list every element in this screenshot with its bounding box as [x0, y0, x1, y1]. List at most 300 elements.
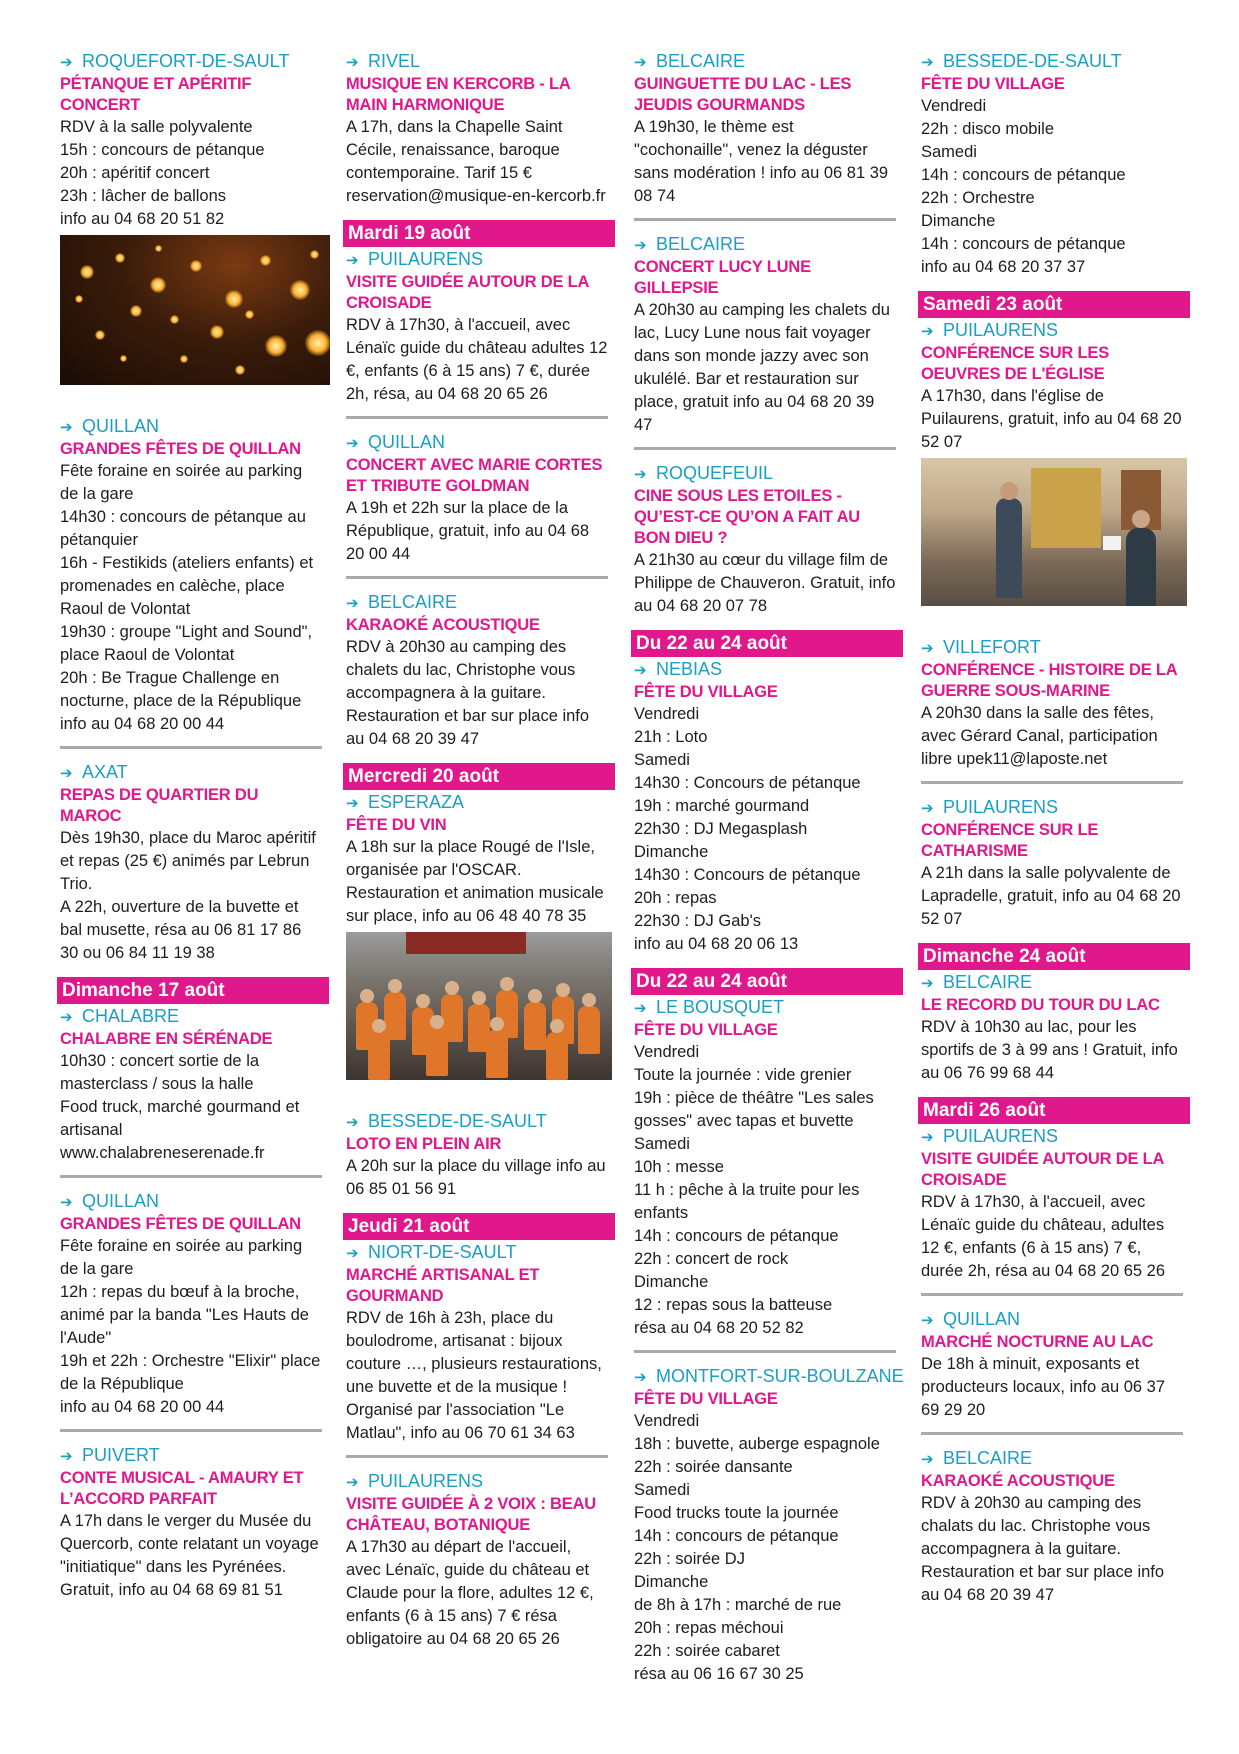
lanterns-photo — [60, 235, 330, 385]
event-detail-line: A 20h30 dans la salle des fêtes, avec Gérard Canal, participation libre upek11@laposte.net — [921, 704, 1158, 768]
lantern-light — [130, 305, 142, 317]
lantern-light — [310, 250, 319, 259]
event-detail-line: RDV à 17h30, à l'accueil, avec Lénaïc guide du château adultes 12 €, enfants (6 à 15 ans) 7 €, durée 2h, résa, au 04 68 20 65 26 — [346, 316, 608, 403]
event-detail-line: 14h30 : Concours de pétanque — [634, 774, 861, 792]
band-member — [368, 1032, 390, 1080]
event-detail-line: 15h : concours de pétanque — [60, 141, 265, 159]
event-town-name: PUILAURENS — [943, 797, 1059, 817]
band-member — [578, 1006, 600, 1054]
event-listing — [921, 1308, 1183, 1422]
event-detail-line: Dimanche — [634, 1273, 709, 1291]
spacer — [921, 931, 1183, 937]
event-details — [921, 702, 1183, 771]
event-town — [346, 591, 608, 615]
event-listing — [60, 1005, 322, 1165]
event-detail-line: 22h : soirée dansante — [634, 1458, 793, 1476]
arrow-icon: ➔ — [634, 466, 647, 483]
event-town-name: RIVEL — [368, 51, 421, 71]
event-title: FÊTE DU VILLAGE — [634, 1021, 778, 1039]
arrow-icon: ➔ — [346, 1245, 359, 1262]
event-detail-line: 11 h : pêche à la truite pour les enfants — [634, 1181, 860, 1222]
event-town — [634, 996, 896, 1020]
date-heading: Dimanche 17 août — [57, 977, 329, 1004]
event-detail-line: 20h : repas — [634, 889, 717, 907]
date-heading: Samedi 23 août — [918, 291, 1190, 318]
band-member-head — [472, 991, 486, 1005]
event-detail-line: 21h : Loto — [634, 728, 708, 746]
arrow-icon: ➔ — [346, 1114, 359, 1131]
event-town — [634, 1365, 904, 1389]
event-title: LOTO EN PLEIN AIR — [346, 1135, 502, 1153]
event-listing — [921, 1447, 1183, 1607]
event-detail-line: A 17h dans le verger du Musée du Quercorb, conte relatant un voyage "initiatique" dans les Pyrénées. — [60, 1512, 319, 1576]
event-town-name: PUILAURENS — [368, 249, 484, 269]
column-2 — [346, 50, 608, 1651]
event-title: GUINGUETTE DU LAC - LES JEUDIS GOURMANDS — [634, 75, 852, 114]
spacer — [634, 618, 896, 624]
arrow-icon: ➔ — [634, 662, 647, 679]
event-town — [921, 1308, 1183, 1332]
event-detail-line: 20h : repas méchoui — [634, 1619, 784, 1637]
event-title: VISITE GUIDÉE AUTOUR DE LA CROISADE — [921, 1150, 1164, 1189]
event-detail-line: A 21h30 au cœur du village film de Philippe de Chauveron. Gratuit, info au 04 68 20 07 78 — [634, 551, 896, 615]
band-member-head — [445, 981, 459, 995]
spacer — [346, 1086, 608, 1110]
lantern-light — [190, 260, 202, 272]
event-town — [921, 971, 1183, 995]
event-detail-line: 20h : apéritif concert — [60, 164, 210, 182]
paper — [1103, 536, 1121, 550]
event-title: CONCERT AVEC MARIE CORTES ET TRIBUTE GOLDMAN — [346, 456, 603, 495]
band-member-head — [528, 989, 542, 1003]
event-title: CHALABRE EN SÉRÉNADE — [60, 1030, 273, 1048]
column-1 — [60, 50, 322, 1602]
arrow-icon: ➔ — [60, 54, 73, 71]
listener-head — [1132, 510, 1150, 528]
event-detail-line: A 20h sur la place du village info au 06 85 01 56 91 — [346, 1157, 606, 1198]
event-detail-line: info au 04 68 20 00 44 — [60, 715, 225, 733]
lantern-light — [180, 355, 188, 363]
event-details — [60, 827, 322, 965]
arrow-icon: ➔ — [60, 1009, 73, 1026]
arrow-icon: ➔ — [346, 1474, 359, 1491]
event-listing — [60, 1444, 322, 1602]
event-town — [634, 658, 896, 682]
separator-line — [60, 746, 322, 749]
lantern-light — [265, 335, 287, 357]
event-details — [634, 1410, 896, 1686]
event-title: MARCHÉ ARTISANAL ET GOURMAND — [346, 1266, 540, 1305]
band-member — [524, 1002, 546, 1050]
event-listing — [60, 50, 322, 231]
event-title: MARCHÉ NOCTURNE AU LAC — [921, 1333, 1154, 1351]
event-town — [921, 796, 1183, 820]
event-detail-line: 14h : concours de pétanque — [921, 166, 1126, 184]
event-detail-line: Vendredi — [921, 97, 987, 115]
marching-band-photo — [346, 932, 612, 1080]
event-detail-line: de 8h à 17h : marché de rue — [634, 1596, 842, 1614]
event-title: KARAOKÉ ACOUSTIQUE — [346, 616, 540, 634]
event-listing — [634, 233, 896, 437]
separator-line — [921, 1293, 1183, 1296]
date-heading: Mardi 26 août — [918, 1097, 1190, 1124]
event-details — [346, 1307, 608, 1445]
event-town — [921, 319, 1183, 343]
lantern-light — [210, 325, 224, 339]
event-detail-line: 23h : lâcher de ballons — [60, 187, 227, 205]
arrow-icon: ➔ — [60, 1448, 73, 1465]
event-town-name: BELCAIRE — [368, 592, 458, 612]
spacer — [921, 612, 1183, 636]
band-member-head — [388, 979, 402, 993]
cafe-awning — [406, 932, 526, 954]
spacer — [60, 391, 322, 415]
event-title: VISITE GUIDÉE AUTOUR DE LA CROISADE — [346, 273, 589, 312]
event-details — [921, 862, 1183, 931]
event-details — [921, 385, 1183, 454]
event-title: FÊTE DU VILLAGE — [634, 1390, 778, 1408]
event-details — [346, 314, 608, 406]
spacer — [346, 208, 608, 214]
arrow-icon: ➔ — [921, 1451, 934, 1468]
arrow-icon: ➔ — [60, 1194, 73, 1211]
event-detail-line: 20h : Be Trague Challenge en nocturne, place de la République — [60, 669, 302, 710]
lantern-light — [235, 365, 245, 375]
event-details — [346, 636, 608, 751]
event-town-name: QUILLAN — [943, 1309, 1021, 1329]
event-details — [346, 836, 608, 928]
event-town — [346, 791, 608, 815]
event-listing — [921, 50, 1183, 279]
arrow-icon: ➔ — [60, 419, 73, 436]
band-member-head — [500, 977, 514, 991]
lantern-light — [170, 315, 179, 324]
event-detail-line: 18h : buvette, auberge espagnole — [634, 1435, 880, 1453]
event-town — [921, 1125, 1183, 1149]
event-detail-line: 19h : pièce de théâtre "Les sales gosses" avec tapas et buvette — [634, 1089, 874, 1130]
band-member — [384, 992, 406, 1040]
event-town-name: VILLEFORT — [943, 637, 1041, 657]
event-detail-line: A 19h30, le thème est "cochonaille", venez la déguster sans modération ! info au 06 81 39 08 74 — [634, 118, 889, 205]
lantern-light — [150, 277, 166, 293]
lantern-light — [290, 280, 310, 300]
column-4 — [921, 50, 1183, 1607]
date-heading: Du 22 au 24 août — [631, 630, 903, 657]
event-listing — [921, 1125, 1183, 1283]
event-details — [921, 95, 1183, 279]
arrow-icon: ➔ — [634, 1000, 647, 1017]
event-detail-line: A 17h30, dans l'église de Puilaurens, gratuit, info au 04 68 20 52 07 — [921, 387, 1182, 451]
event-detail-line: Samedi — [634, 1481, 690, 1499]
event-listing — [60, 1190, 322, 1419]
event-title: LE RECORD DU TOUR DU LAC — [921, 996, 1160, 1014]
event-details — [634, 549, 896, 618]
event-town — [346, 1470, 608, 1494]
event-town-name: BELCAIRE — [943, 1448, 1033, 1468]
band-member-head — [372, 1019, 386, 1033]
speaker-head — [1000, 482, 1018, 500]
event-town — [60, 761, 322, 785]
event-listing — [634, 996, 896, 1340]
separator-line — [921, 781, 1183, 784]
event-detail-line: Vendredi — [634, 705, 700, 723]
arrow-icon: ➔ — [921, 1312, 934, 1329]
event-details — [634, 299, 896, 437]
arrow-icon: ➔ — [346, 435, 359, 452]
separator-line — [60, 1175, 322, 1178]
event-town — [346, 50, 608, 74]
event-town-name: PUILAURENS — [943, 320, 1059, 340]
event-detail-line: résa au 04 68 20 52 82 — [634, 1319, 804, 1337]
event-listing — [60, 761, 322, 965]
event-detail-line: 22h : disco mobile — [921, 120, 1054, 138]
separator-line — [346, 416, 608, 419]
event-town-name: BELCAIRE — [656, 51, 746, 71]
event-details — [634, 703, 896, 956]
event-details — [346, 497, 608, 566]
event-details — [346, 116, 608, 208]
event-town-name: ESPERAZA — [368, 792, 465, 812]
event-detail-line: Samedi — [634, 1135, 690, 1153]
date-heading: Jeudi 21 août — [343, 1213, 615, 1240]
event-detail-line: Samedi — [634, 751, 690, 769]
event-town-name: AXAT — [82, 762, 128, 782]
event-town-name: NEBIAS — [656, 659, 723, 679]
event-listing — [634, 1365, 904, 1686]
event-detail-line: 14h : concours de pétanque — [634, 1527, 839, 1545]
event-detail-line: Fête foraine en soirée au parking de la gare — [60, 462, 303, 503]
event-town — [921, 50, 1183, 74]
separator-line — [346, 576, 608, 579]
event-town — [60, 415, 322, 439]
lantern-light — [245, 310, 254, 319]
event-town-name: BELCAIRE — [656, 234, 746, 254]
band-member — [486, 1030, 508, 1078]
separator-line — [634, 1350, 896, 1353]
arrow-icon: ➔ — [346, 795, 359, 812]
event-detail-line: info au 04 68 20 00 44 — [60, 1398, 225, 1416]
spacer — [346, 1201, 608, 1207]
event-title: FÊTE DU VILLAGE — [921, 75, 1065, 93]
spacer — [921, 1085, 1183, 1091]
event-details — [60, 116, 322, 231]
event-detail-line: Dimanche — [634, 843, 709, 861]
event-detail-line: 22h30 : DJ Megasplash — [634, 820, 808, 838]
event-detail-line: RDV à 20h30 au camping des chalats du lac. Christophe vous accompagnera à la guitare. Restauration et bar sur place info au 04 68 20 39 47 — [921, 1494, 1165, 1604]
event-detail-line: A 17h30 au départ de l'accueil, avec Lénaïc, guide du château et Claude pour la flore, adultes 12 €, enfants (6 à 15 ans) 7 € résa obligatoire au 04 68 20 65 26 — [346, 1538, 594, 1648]
event-detail-line: 14h : concours de pétanque — [634, 1227, 839, 1245]
event-listing — [921, 796, 1183, 931]
event-detail-line: Vendredi — [634, 1412, 700, 1430]
event-details — [346, 1536, 608, 1651]
event-listing — [921, 319, 1183, 454]
event-town-name: BESSEDE-DE-SAULT — [943, 51, 1122, 71]
event-title: KARAOKÉ ACOUSTIQUE — [921, 1472, 1115, 1490]
event-detail-line: Fête foraine en soirée au parking de la gare — [60, 1237, 303, 1278]
event-details — [634, 1041, 896, 1340]
event-listing — [921, 971, 1183, 1085]
lantern-light — [225, 290, 243, 308]
event-detail-line: Dimanche — [634, 1573, 709, 1591]
date-heading: Mercredi 20 août — [343, 763, 615, 790]
event-town — [60, 1005, 322, 1029]
separator-line — [634, 218, 896, 221]
event-title: CONTE MUSICAL - AMAURY ET L’ACCORD PARFAIT — [60, 1469, 304, 1508]
event-details — [60, 460, 322, 736]
event-town-name: ROQUEFORT-DE-SAULT — [82, 51, 290, 71]
event-detail-line: 22h : Orchestre — [921, 189, 1035, 207]
arrow-icon: ➔ — [921, 975, 934, 992]
event-town — [634, 462, 896, 486]
event-listing — [634, 658, 896, 956]
listener — [1126, 528, 1156, 606]
arrow-icon: ➔ — [60, 765, 73, 782]
event-town-name: BELCAIRE — [943, 972, 1033, 992]
lantern-light — [95, 330, 105, 340]
arrow-icon: ➔ — [921, 640, 934, 657]
event-town — [346, 248, 608, 272]
event-listing — [921, 636, 1183, 771]
event-detail-line: RDV de 16h à 23h, place du boulodrome, artisanat : bijoux couture …, plusieurs restaurations, une buvette et de la musique ! Organisé par l'association "Le Matlau", info au 06 70 61 34 63 — [346, 1309, 602, 1442]
event-detail-line: Dimanche — [921, 212, 996, 230]
event-listing — [634, 462, 896, 618]
event-detail-line: RDV à 17h30, à l'accueil, avec Lénaïc guide du château, adultes 12 €, enfants (6 à 15 ans) 7 €, durée 2h, résa au 04 68 20 65 26 — [921, 1193, 1166, 1280]
event-details — [60, 1235, 322, 1419]
event-listing — [346, 248, 608, 406]
event-town-name: PUILAURENS — [368, 1471, 484, 1491]
event-detail-line: 19h et 22h : Orchestre "Elixir" place de la République — [60, 1352, 321, 1393]
event-details — [634, 116, 896, 208]
event-town-name: QUILLAN — [368, 432, 446, 452]
event-detail-line: info au 04 68 20 06 13 — [634, 935, 799, 953]
event-town-name: CHALABRE — [82, 1006, 180, 1026]
lantern-light — [260, 255, 271, 266]
spacer — [60, 965, 322, 971]
spacer — [634, 956, 896, 962]
event-town-name: PUILAURENS — [943, 1126, 1059, 1146]
band-member-head — [416, 994, 430, 1008]
event-detail-line: Samedi — [921, 143, 977, 161]
event-detail-line: Food trucks toute la journée — [634, 1504, 839, 1522]
event-details — [60, 1050, 322, 1165]
event-listing — [346, 791, 608, 928]
event-detail-line: 19h30 : groupe "Light and Sound", place Raoul de Volontat — [60, 623, 313, 664]
event-detail-line: www.chalabreneserenade.fr — [60, 1144, 265, 1162]
lantern-light — [305, 330, 330, 356]
arrow-icon: ➔ — [921, 800, 934, 817]
band-member-head — [360, 989, 374, 1003]
event-detail-line: Toute la journée : vide grenier — [634, 1066, 852, 1084]
event-listing — [346, 1241, 608, 1445]
date-heading: Mardi 19 août — [343, 220, 615, 247]
band-member-head — [556, 983, 570, 997]
separator-line — [60, 1429, 322, 1432]
event-town-name: ROQUEFEUIL — [656, 463, 774, 483]
event-detail-line: 22h : concert de rock — [634, 1250, 789, 1268]
event-detail-line: A 21h dans la salle polyvalente de Lapradelle, gratuit, info au 04 68 20 52 07 — [921, 864, 1181, 928]
event-details — [346, 1155, 608, 1201]
event-detail-line: Food truck, marché gourmand et artisanal — [60, 1098, 300, 1139]
arrow-icon: ➔ — [346, 54, 359, 71]
event-title: CONFÉRENCE - HISTOIRE DE LA GUERRE SOUS-MARINE — [921, 661, 1177, 700]
arrow-icon: ➔ — [634, 54, 647, 71]
event-detail-line: 10h30 : concert sortie de la masterclass / sous la halle — [60, 1052, 260, 1093]
event-title: CONFÉRENCE SUR LES OEUVRES DE L'ÉGLISE — [921, 344, 1110, 383]
event-detail-line: 12 : repas sous la batteuse — [634, 1296, 833, 1314]
event-listing — [634, 50, 896, 208]
event-town — [634, 50, 896, 74]
arrow-icon: ➔ — [634, 237, 647, 254]
event-detail-line: RDV à 10h30 au lac, pour les sportifs de 3 à 99 ans ! Gratuit, info au 06 76 99 68 44 — [921, 1018, 1178, 1082]
event-detail-line: résa au 06 16 67 30 25 — [634, 1665, 804, 1683]
event-title: MUSIQUE EN KERCORB - LA MAIN HARMONIQUE — [346, 75, 570, 114]
event-town-name: PUIVERT — [82, 1445, 160, 1465]
event-town — [346, 1241, 608, 1265]
church-conference-photo — [921, 458, 1187, 606]
event-details — [921, 1353, 1183, 1422]
event-detail-line: 16h - Festikids (ateliers enfants) et promenades en calèche, place Raoul de Volontat — [60, 554, 314, 618]
event-listing — [60, 415, 322, 736]
event-title: GRANDES FÊTES DE QUILLAN — [60, 440, 301, 458]
event-detail-line: A 20h30 au camping les chalets du lac, Lucy Lune nous fait voyager dans son monde jazzy avec son ukulélé. Bar et restauration sur place, gratuit info au 04 68 20 39 47 — [634, 301, 890, 434]
speaker — [996, 498, 1022, 598]
event-title: PÉTANQUE ET APÉRITIF CONCERT — [60, 75, 252, 114]
event-details — [60, 1510, 322, 1602]
arrow-icon: ➔ — [634, 1369, 647, 1386]
event-town — [921, 1447, 1183, 1471]
event-details — [921, 1016, 1183, 1085]
band-member-head — [490, 1017, 504, 1031]
event-town-name: MONTFORT-SUR-BOULZANE — [656, 1366, 904, 1386]
event-title: CINE SOUS LES ETOILES - QU’EST-CE QU’ON A FAIT AU BON DIEU ? — [634, 487, 861, 547]
event-title: VISITE GUIDÉE À 2 VOIX : BEAU CHÂTEAU, BOTANIQUE — [346, 1495, 596, 1534]
event-title: FÊTE DU VILLAGE — [634, 683, 778, 701]
event-town — [634, 233, 896, 257]
lantern-light — [80, 265, 94, 279]
event-detail-line: A 17h, dans la Chapelle Saint Cécile, renaissance, baroque contemporaine. Tarif 15 € reservation@musique-en-kercorb.fr — [346, 118, 606, 205]
lantern-light — [75, 295, 83, 303]
event-title: CONCERT LUCY LUNE GILLEPSIE — [634, 258, 811, 297]
event-detail-line: Vendredi — [634, 1043, 700, 1061]
event-town — [921, 636, 1183, 660]
event-detail-line: 22h30 : DJ Gab's — [634, 912, 761, 930]
spacer — [921, 279, 1183, 285]
event-detail-line: 10h : messe — [634, 1158, 724, 1176]
spacer — [346, 751, 608, 757]
arrow-icon: ➔ — [346, 595, 359, 612]
event-details — [921, 1492, 1183, 1607]
event-title: REPAS DE QUARTIER DU MAROC — [60, 786, 259, 825]
event-town-name: QUILLAN — [82, 416, 160, 436]
arrow-icon: ➔ — [921, 54, 934, 71]
separator-line — [346, 1455, 608, 1458]
event-town — [346, 431, 608, 455]
altar — [1031, 468, 1101, 548]
event-detail-line: A 18h sur la place Rougé de l'Isle, organisée par l'OSCAR. Restauration et animation musicale sur place, info au 06 48 40 78 35 — [346, 838, 604, 925]
event-listing — [346, 50, 608, 208]
event-detail-line: 14h30 : Concours de pétanque — [634, 866, 861, 884]
arrow-icon: ➔ — [346, 252, 359, 269]
event-town — [346, 1110, 608, 1134]
event-title: GRANDES FÊTES DE QUILLAN — [60, 1215, 301, 1233]
column-3 — [634, 50, 904, 1686]
band-member-head — [582, 993, 596, 1007]
event-details — [921, 1191, 1183, 1283]
band-member-head — [550, 1019, 564, 1033]
event-town — [60, 1190, 322, 1214]
event-town-name: LE BOUSQUET — [656, 997, 785, 1017]
event-detail-line: info au 04 68 20 37 37 — [921, 258, 1086, 276]
